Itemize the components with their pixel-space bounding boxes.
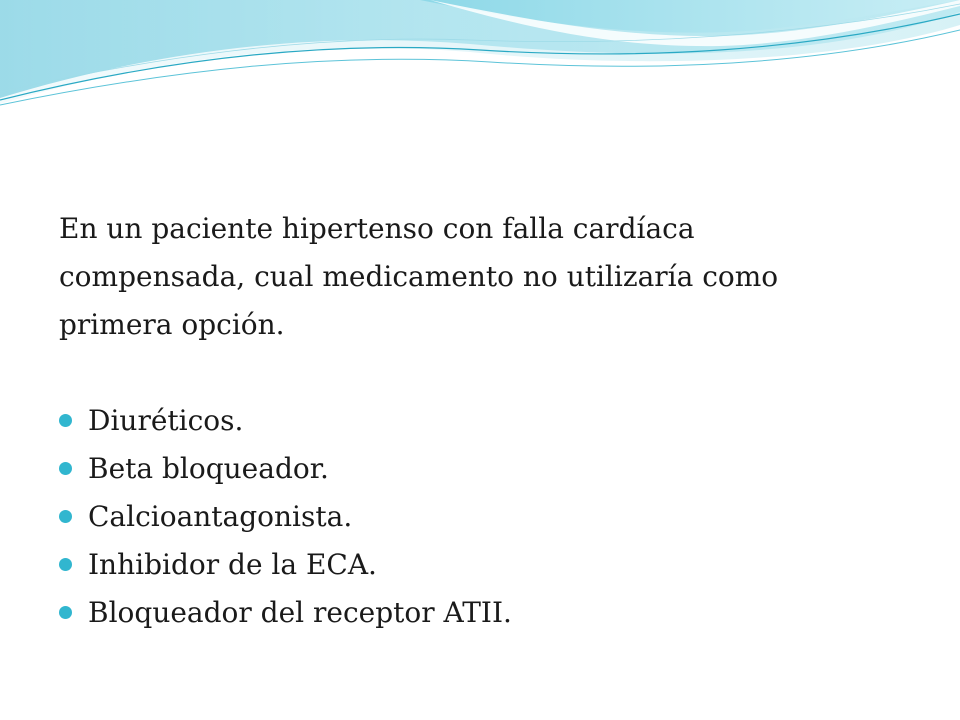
option-label: Inhibidor de la ECA.	[88, 548, 377, 581]
option-label: Beta bloqueador.	[88, 452, 329, 485]
option-label: Diuréticos.	[88, 404, 244, 437]
question-line-3: primera opción.	[59, 308, 285, 341]
question-line-2: compensada, cual medicamento no utilizaría como	[59, 260, 779, 293]
bullet-dot-icon	[59, 414, 72, 427]
option-label: Bloqueador del receptor ATII.	[88, 596, 512, 629]
option-item-inhibidor-eca	[59, 541, 899, 589]
slide-content	[59, 205, 899, 637]
option-item-beta-bloqueador	[59, 445, 899, 493]
bullet-dot-icon	[59, 606, 72, 619]
option-item-diureticos	[59, 397, 899, 445]
option-label: Calcioantagonista.	[88, 500, 353, 533]
bullet-dot-icon	[59, 510, 72, 523]
bullet-dot-icon	[59, 558, 72, 571]
option-item-calcioantagonista	[59, 493, 899, 541]
options-list	[59, 397, 899, 637]
option-item-bloqueador-atii	[59, 589, 899, 637]
question-line-1: En un paciente hipertenso con falla cardíaca	[59, 212, 695, 245]
question-text	[59, 205, 899, 349]
bullet-dot-icon	[59, 462, 72, 475]
header-wave-decoration	[0, 0, 960, 110]
